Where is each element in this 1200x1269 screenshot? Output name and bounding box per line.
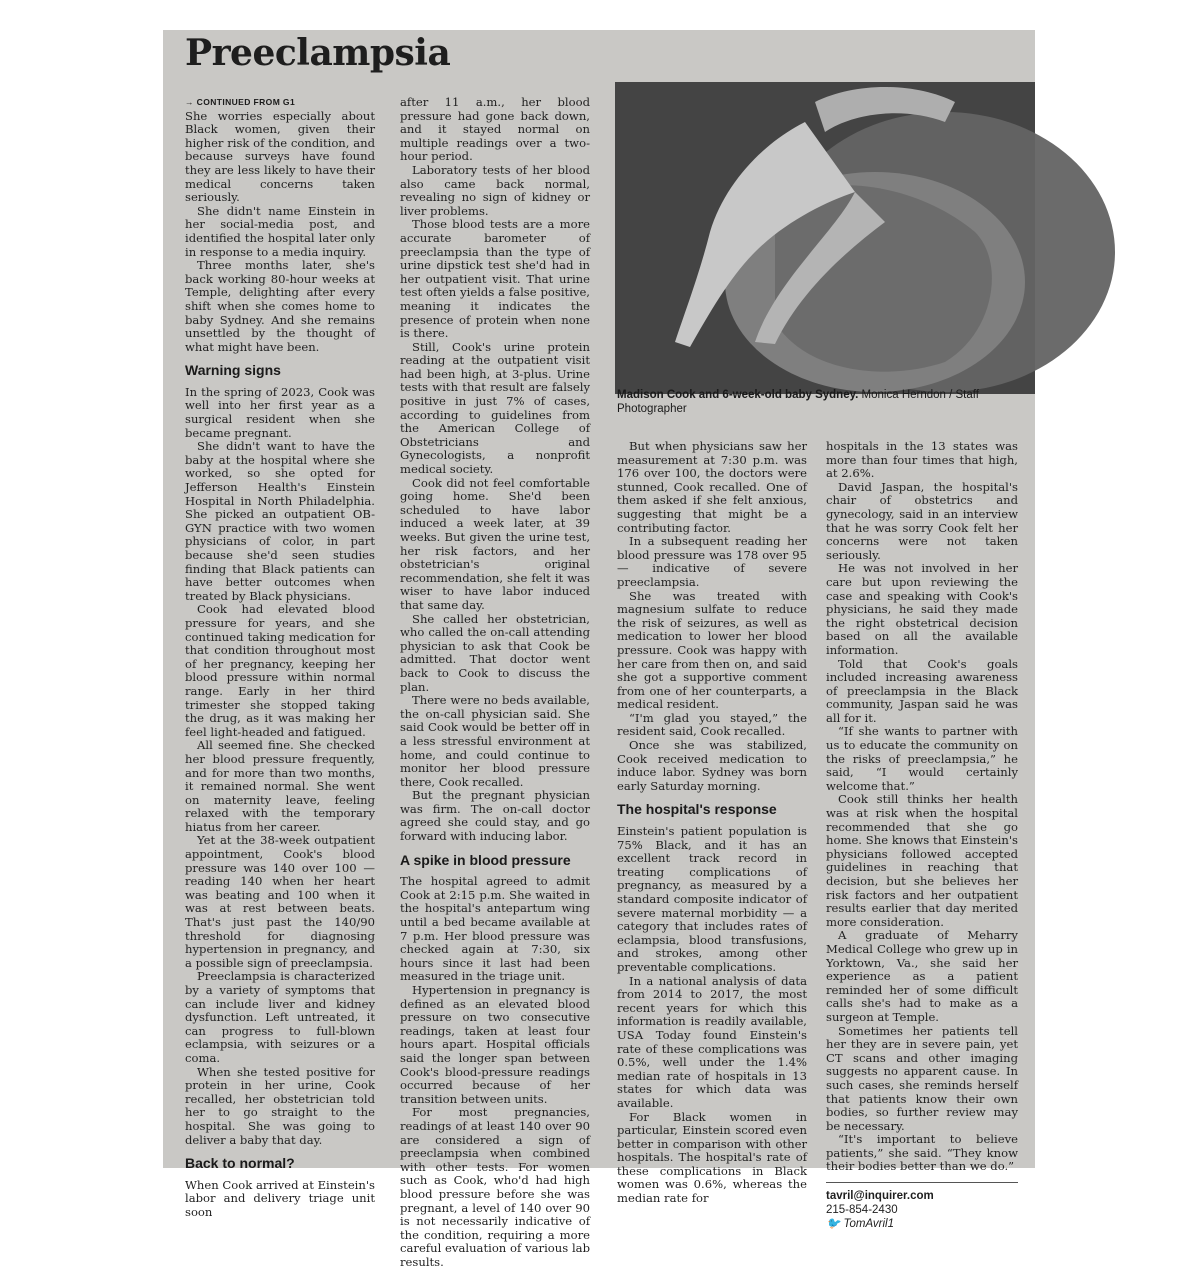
paragraph: Einstein's patient population is 75% Black, and it has an excellent track record in treating complications of pregnancy, as measured by a standard composite indicator of severe maternal morbidity — a category that includes rates of eclampsia, blood transfusions, and strokes, among other preventable complications. bbox=[617, 824, 807, 974]
paragraph: In a subsequent reading her blood pressure was 178 over 95 — indicative of severe preeclampsia. bbox=[617, 534, 807, 589]
paragraph: Still, Cook's urine protein reading at the outpatient visit had been high, at 3-plus. Urine tests with that result are falsely positive in just 7% of cases, according to guidelines from the American College of Obstetricians and Gynecologists, a nonprofit medical society. bbox=[400, 339, 590, 477]
paragraph: Laboratory tests of her blood also came back normal, revealing no sign of kidney or liver problems. bbox=[400, 162, 590, 218]
paragraph: Cook did not feel comfortable going home. She'd been scheduled to have labor induced a week later, at 39 weeks. But given the urine test, her risk factors, and her obstetrician's original recommendation, she felt it was wiser to have labor induced that same day. bbox=[400, 475, 590, 612]
continued-kicker: → CONTINUED FROM G1 bbox=[185, 97, 296, 107]
article-column-4 bbox=[826, 440, 1018, 1231]
paragraph: “I'm glad you stayed,” the resident said, Cook recalled. bbox=[617, 710, 807, 739]
paragraph: Cook had elevated blood pressure for years, and she continued taking medication for that condition throughout most of her pregnancy, keeping her blood pressure within normal range. Early in her third trimester she stopped taking the drug, as it was making her feel light-headed and fatigued. bbox=[185, 602, 375, 739]
paragraph: hospitals in the 13 states was more than four times that high, at 2.6%. bbox=[826, 439, 1018, 481]
paragraph: The hospital agreed to admit Cook at 2:15 p.m. She waited in the hospital's antepartum wing until a bed became available at 7 p.m. Her blood pressure was checked again at 7:30, six hours since it last had been measured in the triage unit. bbox=[400, 874, 590, 984]
paragraph: “It's important to believe patients,” she said. “They know their bodies better than we do.” bbox=[826, 1132, 1018, 1174]
author-twitter bbox=[826, 1217, 1018, 1231]
paragraph: In a national analysis of data from 2014 to 2017, the most recent years for which this information is readily available, USA Today found Einstein's rate of these complications was 0.5%, well under the 1.4% median rate of hospitals in 13 states for which data was available. bbox=[617, 973, 807, 1110]
paragraph: “If she wants to partner with us to educate the community on the risks of preeclampsia,” he said, “I would certainly welcome that.” bbox=[826, 724, 1018, 793]
paragraph: She didn't name Einstein in her social-media post, and identified the hospital later only in response to a media inquiry. bbox=[185, 203, 375, 259]
paragraph: For most pregnancies, readings of at least 140 over 90 are considered a sign of preeclampsia when combined with other tests. For women such as Cook, who'd had high blood pressure before she was pregnant, a level of 140 over 90 is not necessarily indicative of the condition, requiring a more careful evaluation of various lab results. bbox=[400, 1105, 590, 1269]
paragraph: But when physicians saw her measurement at 7:30 p.m. was 176 over 100, the doctors were stunned, Cook recalled. One of them asked if she felt anxious, suggesting that might be a contributing factor. bbox=[617, 439, 807, 535]
section-heading: Warning signs bbox=[185, 362, 281, 379]
author-signature bbox=[826, 1182, 1018, 1231]
paragraph: Yet at the 38-week outpatient appointment, Cook's blood pressure was 140 over 100 — reading 140 when her heart was beating and 100 when it was at rest between beats. That's just past the 140/90 threshold for diagnosing hypertension in pregnancy, and a possible sign of preeclampsia. bbox=[185, 833, 375, 970]
paragraph: In the spring of 2023, Cook was well into her first year as a surgical resident when she became pregnant. bbox=[185, 384, 375, 440]
article-column-1 bbox=[185, 96, 375, 1220]
paragraph: Three months later, she's back working 80-hour weeks at Temple, delighting after every shift when she comes home to baby Sydney. And she remains unsettled by the thought of what might have been. bbox=[185, 258, 375, 354]
paragraph: When she tested positive for protein in her urine, Cook recalled, her obstetrician told her to go straight to the hospital. She was going to deliver a baby that day. bbox=[185, 1064, 375, 1147]
article-column-3 bbox=[617, 440, 807, 1206]
paragraph: He was not involved in her care but upon reviewing the case and speaking with Cook's physicians, he said they made the right obstetrical decision based on all the available information. bbox=[826, 561, 1018, 657]
paragraph: There were no beds available, the on-call physician said. She said Cook would be better off in a less stressful environment at home, and could continue to monitor her blood pressure there, Cook recalled. bbox=[400, 693, 590, 789]
article-column-2 bbox=[400, 96, 590, 1269]
paragraph: Preeclampsia is characterized by a variety of symptoms that can include liver and kidney dysfunction. Left untreated, it can progress to full-blown eclampsia, with seizures or a coma. bbox=[185, 969, 375, 1065]
paragraph: Those blood tests are a more accurate barometer of preeclampsia than the type of urine dipstick test she'd had in her outpatient visit. That urine test often yields a false positive, meaning it indicates the presence of protein when none is there. bbox=[400, 217, 590, 341]
paragraph: Cook still thinks her health was at risk when the hospital recommended that she go home. She knows that Einstein's physicians followed accepted guidelines in reaching that decision, but she believes her risk factors and her outpatient results earlier that day merited more consideration. bbox=[826, 792, 1018, 929]
paragraph: She didn't want to have the baby at the hospital where she worked, so she opted for Jefferson Health's Einstein Hospital in North Philadelphia. She picked an outpatient OB-GYN practice with two women physicians of color, in part because she'd seen studies finding that Black patients can have better outcomes when treated by Black physicians. bbox=[185, 439, 375, 603]
paragraph: Sometimes her patients tell her they are in severe pain, yet CT scans and other imaging suggests no apparent cause. In such cases, she reminds herself that patients know their own bodies, so further review may be necessary. bbox=[826, 1023, 1018, 1133]
paragraph: Once she was stabilized, Cook received medication to induce labor. Sydney was born early Saturday morning. bbox=[617, 738, 807, 793]
author-phone: 215-854-2430 bbox=[826, 1204, 898, 1217]
photo-caption bbox=[617, 388, 1022, 416]
section-heading: Back to normal? bbox=[185, 1155, 295, 1172]
twitter-icon: 🐦 bbox=[826, 1218, 844, 1231]
paragraph: When Cook arrived at Einstein's labor and delivery triage unit soon bbox=[185, 1177, 375, 1219]
paragraph: For Black women in particular, Einstein scored even better in comparison with other hospitals. The hospital's rate of these complications in Black women was 0.6%, whereas the median rate for bbox=[617, 1109, 807, 1206]
paragraph: A graduate of Meharry Medical College who grew up in Yorktown, Va., she said her experience as a patient reminded her of some difficult calls she's had to make as a surgeon at Temple. bbox=[826, 928, 1018, 1024]
paragraph: But the pregnant physician was firm. The on-call doctor agreed she could stay, and go forward with inducing labor. bbox=[400, 788, 590, 844]
photo-credit: Monica Herndon / Staff Photographer bbox=[617, 389, 979, 415]
paragraph: Told that Cook's goals included increasing awareness of preeclampsia in the Black community, Jaspan said he was all for it. bbox=[826, 656, 1018, 725]
paragraph: She was treated with magnesium sulfate to reduce the risk of seizures, as well as medication to lower her blood pressure. Cook was happy with her care from then on, and said she got a supportive comment from one of her counterparts, a medical resident. bbox=[617, 588, 807, 712]
section-heading: The hospital's response bbox=[617, 801, 777, 818]
paragraph: All seemed fine. She checked her blood pressure frequently, and for more than two months, it remained normal. She went on maternity leave, feeling relaxed with the temporary hiatus from her career. bbox=[185, 738, 375, 834]
paragraph: after 11 a.m., her blood pressure had gone back down, and it stayed normal on multiple readings over a two-hour period. bbox=[400, 95, 590, 164]
article-photo bbox=[615, 82, 1035, 394]
paragraph: David Jaspan, the hospital's chair of obstetrics and gynecology, said in an interview that he was sorry Cook felt her concerns were not taken seriously. bbox=[826, 479, 1018, 562]
author-email: tavril@inquirer.com bbox=[826, 1190, 934, 1203]
section-heading: A spike in blood pressure bbox=[400, 851, 571, 868]
page-headline: Preeclampsia bbox=[185, 32, 451, 74]
paragraph: Hypertension in pregnancy is defined as an elevated blood pressure on two consecutive readings, taken at least four hours apart. Hospital officials said the longer span between Cook's blood-pressure readings occurred because of her transition between units. bbox=[400, 983, 590, 1106]
paragraph: She worries especially about Black women, given their higher risk of the condition, and because surveys have found they are less likely to have their medical concerns taken seriously. bbox=[185, 108, 375, 205]
newspaper-page bbox=[163, 30, 1035, 1269]
twitter-handle: TomAvril1 bbox=[843, 1218, 895, 1231]
baby-hand-photo-illustration bbox=[615, 82, 1035, 394]
paragraph: She called her obstetrician, who called the on-call attending physician to ask that Cook be admitted. That doctor went back to Cook to discuss the plan. bbox=[400, 611, 590, 694]
caption-text: Madison Cook and 6-week-old baby Sydney. bbox=[617, 389, 859, 401]
